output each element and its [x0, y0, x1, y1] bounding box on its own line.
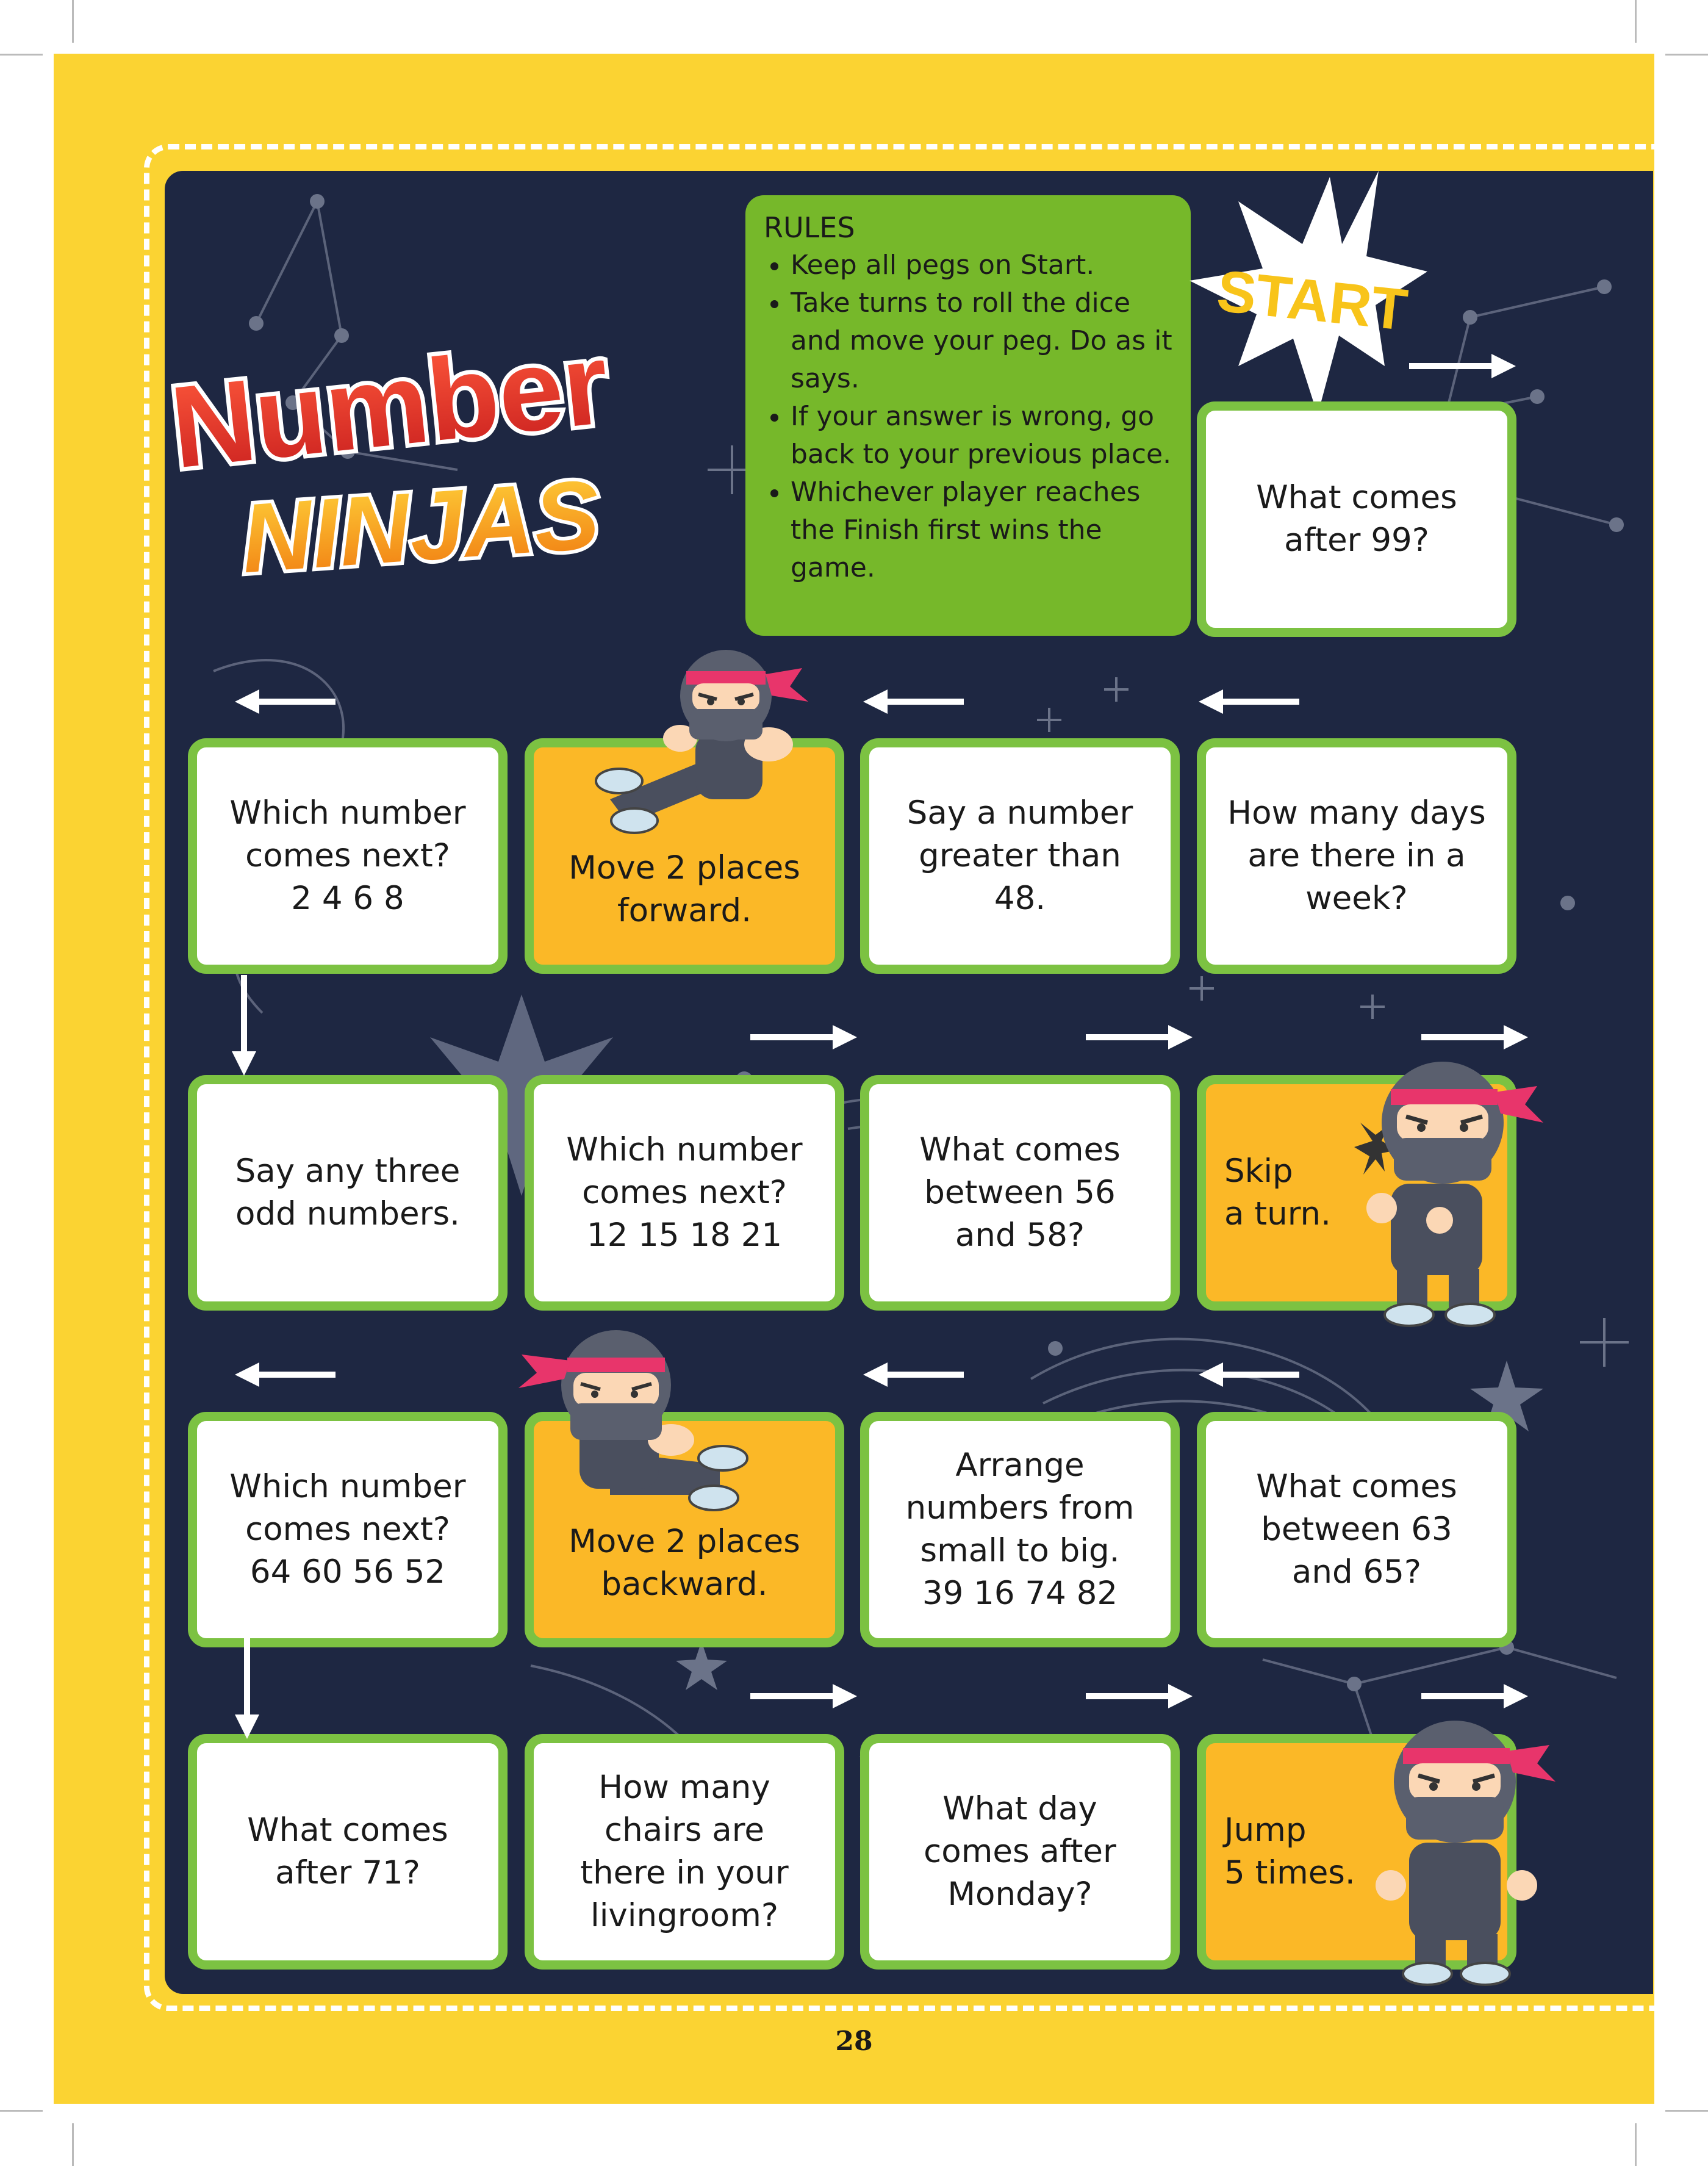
- arrow-right-icon: [1409, 351, 1519, 381]
- ninja-jumping-icon: [1360, 1702, 1556, 1995]
- arrow-left-icon: [1196, 686, 1305, 717]
- title-number: Number: [165, 318, 614, 493]
- tile-text: What comes between 56 and 58?: [919, 1131, 1121, 1254]
- rules-heading: RULES: [764, 211, 855, 244]
- arrow-down-icon: [232, 1638, 262, 1742]
- arrow-right-icon: [750, 1681, 860, 1711]
- rule-item: • Take turns to roll the dice and move your peg. Do as it says.: [791, 284, 1172, 398]
- tile-text: Arrange numbers from small to big. 39 16 74 82: [905, 1447, 1135, 1612]
- tile-chairs-livingroom[interactable]: [525, 1734, 844, 1970]
- arrow-left-icon: [232, 1359, 342, 1390]
- tile-text: Say a number greater than 48.: [906, 794, 1133, 917]
- tile-after-71[interactable]: [188, 1734, 508, 1970]
- arrow-left-icon: [1196, 1359, 1305, 1390]
- start-burst: [1183, 165, 1440, 421]
- tile-text: Move 2 places forward.: [569, 849, 800, 929]
- tile-text: Which number comes next? 2 4 6 8: [229, 794, 466, 917]
- arrow-right-icon: [1086, 1681, 1196, 1711]
- tile-text: How many days are there in a week?: [1227, 794, 1486, 917]
- tile-text: Which number comes next? 64 60 56 52: [229, 1468, 466, 1591]
- tile-text: What comes after 71?: [247, 1812, 448, 1891]
- tile-text: What day comes after Monday?: [924, 1790, 1116, 1913]
- game-title: [152, 317, 750, 586]
- tile-text: How many chairs are there in your livingroom?: [580, 1769, 789, 1934]
- tile-sequence-2-4-6-8[interactable]: [188, 738, 508, 974]
- tile-text: What comes after 99?: [1256, 479, 1457, 559]
- rule-item: • Whichever player reaches the Finish first wins the game.: [791, 473, 1172, 587]
- tile-text: Skip a turn.: [1224, 1153, 1331, 1232]
- arrow-left-icon: [860, 686, 970, 717]
- tile-text: What comes between 63 and 65?: [1256, 1468, 1457, 1591]
- tile-text: Jump 5 times.: [1224, 1812, 1355, 1891]
- page-number: 28: [835, 2026, 873, 2057]
- tile-text: Which number comes next? 12 15 18 21: [566, 1131, 803, 1254]
- tile-sequence-64-60-56-52[interactable]: [188, 1412, 508, 1647]
- ninja-kicking-icon: [512, 1318, 781, 1525]
- ninja-flying-icon: [573, 641, 842, 848]
- tile-days-in-week[interactable]: [1197, 738, 1516, 974]
- tile-text: Move 2 places backward.: [569, 1523, 800, 1603]
- tile-between-63-65[interactable]: [1197, 1412, 1516, 1647]
- tile-three-odd-numbers[interactable]: [188, 1075, 508, 1311]
- tile-text: Say any three odd numbers.: [235, 1153, 461, 1232]
- rule-item: • If your answer is wrong, go back to your previous place.: [791, 398, 1172, 473]
- ninja-standing-icon: [1348, 1043, 1549, 1330]
- start-label: START: [1213, 258, 1411, 344]
- tile-arrange-numbers[interactable]: [860, 1412, 1180, 1647]
- arrow-left-icon: [860, 1359, 970, 1390]
- rules-box: [745, 195, 1191, 636]
- rules-list: [764, 246, 1172, 587]
- arrow-right-icon: [1086, 1022, 1196, 1052]
- tile-day-after-monday[interactable]: [860, 1734, 1180, 1970]
- tile-sequence-12-15-18-21[interactable]: [525, 1075, 844, 1311]
- arrow-right-icon: [750, 1022, 860, 1052]
- arrow-left-icon: [232, 686, 342, 717]
- arrow-down-icon: [229, 975, 259, 1079]
- tile-between-56-58[interactable]: [860, 1075, 1180, 1311]
- title-ninjas: NINJAS: [238, 459, 603, 586]
- rule-item: • Keep all pegs on Start.: [791, 246, 1172, 284]
- tile-greater-than-48[interactable]: [860, 738, 1180, 974]
- tile-start-question[interactable]: [1197, 401, 1516, 637]
